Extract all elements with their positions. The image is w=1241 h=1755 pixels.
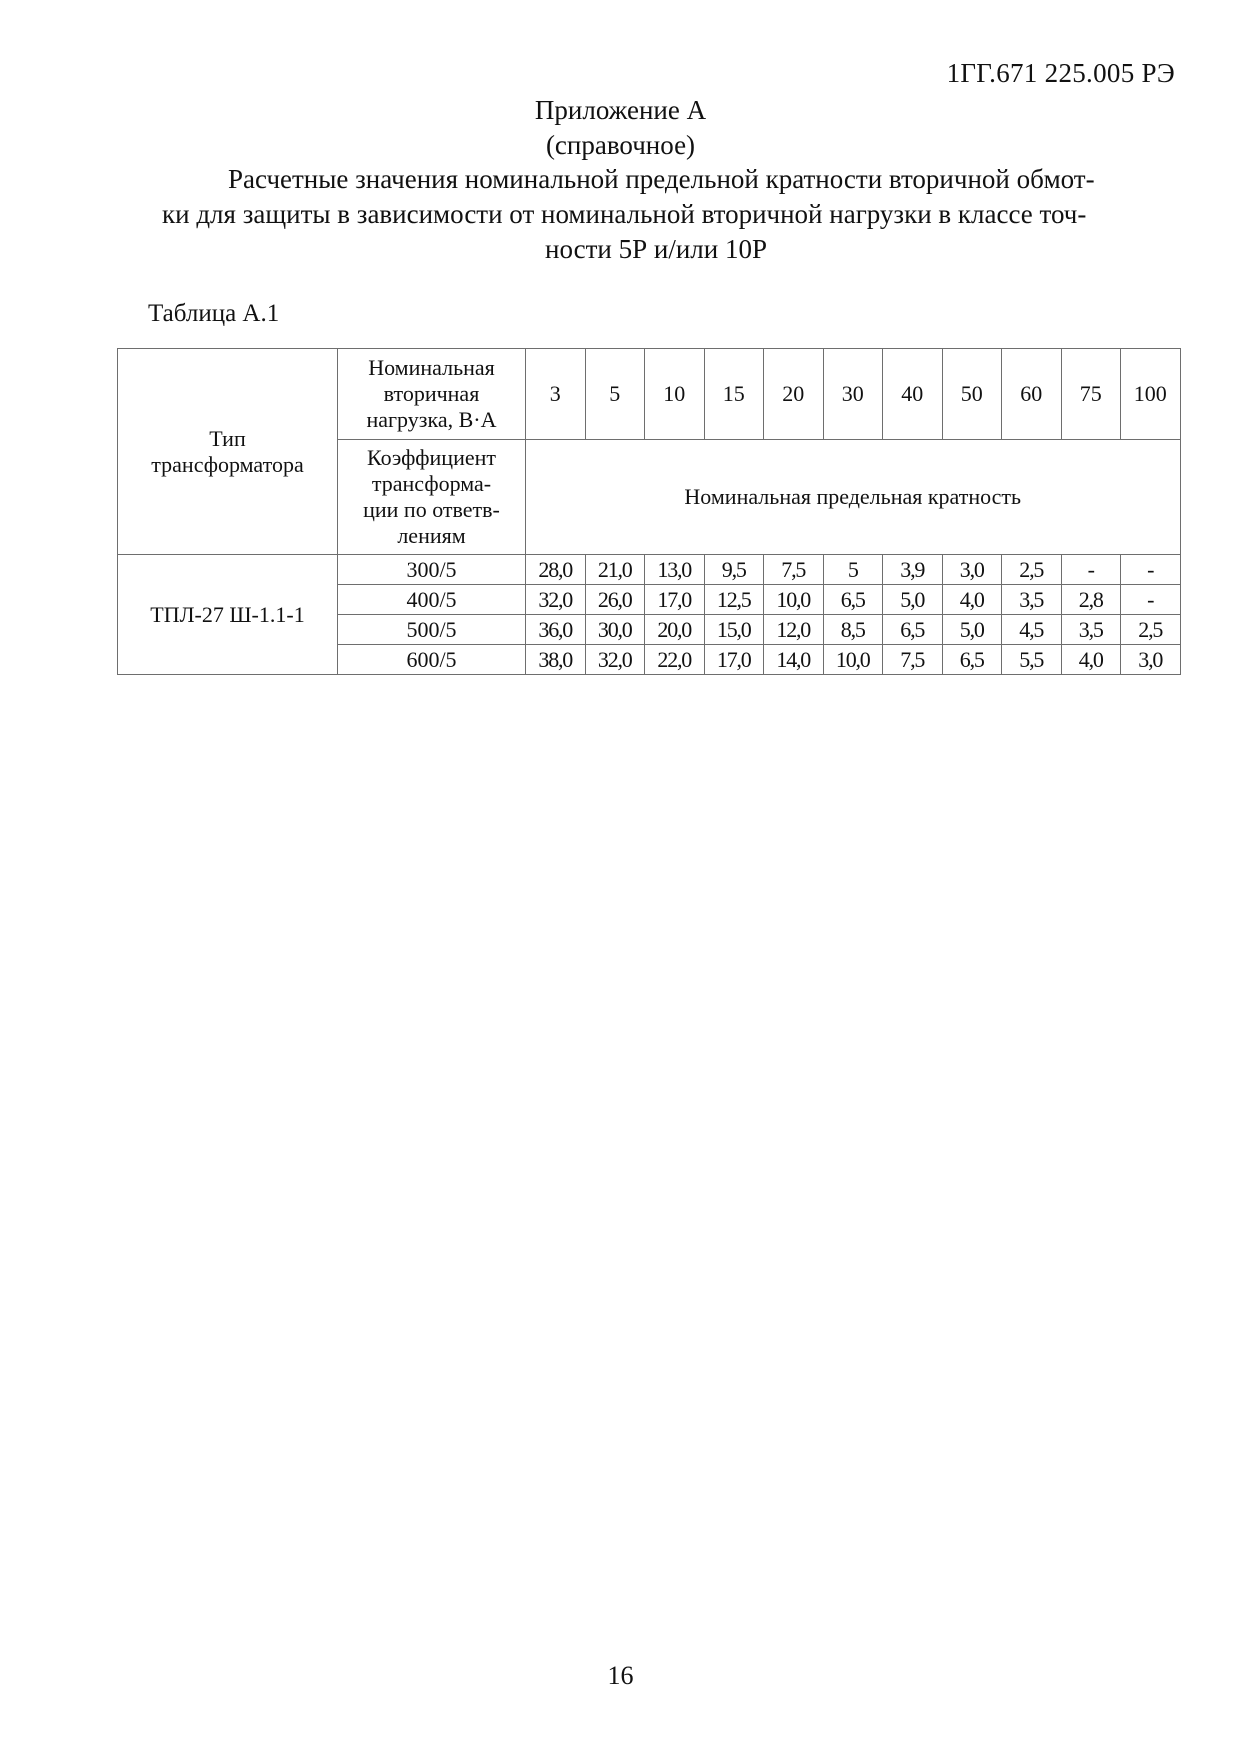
table-caption: Таблица А.1 (148, 300, 280, 327)
load-header-cell: 3 (526, 349, 586, 440)
limit-factor-header: Номинальная предельная кратность (526, 440, 1181, 555)
ratio-cell: 500/5 (338, 615, 526, 645)
limit-factor-cell: 17,0 (645, 585, 705, 615)
limit-factor-cell: 6,5 (942, 645, 1002, 675)
description-line: ности 5Р и/или 10Р (545, 234, 767, 264)
load-header-cell: 15 (704, 349, 764, 440)
limit-factor-cell: - (1121, 555, 1181, 585)
limit-factor-cell: 6,5 (883, 615, 943, 645)
load-header-cell: 30 (823, 349, 883, 440)
limit-factor-cell: 32,0 (526, 585, 586, 615)
limit-factor-cell: 3,9 (883, 555, 943, 585)
limit-factor-cell: 14,0 (764, 645, 824, 675)
load-header-cell: 40 (883, 349, 943, 440)
limit-factor-cell: 3,5 (1002, 585, 1062, 615)
limit-factor-cell: 32,0 (585, 645, 645, 675)
limit-factor-cell: 2,5 (1121, 615, 1181, 645)
transformer-type-header: Тип трансформатора (118, 349, 338, 555)
secondary-load-header: Номинальная вторичная нагрузка, В·А (338, 349, 526, 440)
appendix-description (150, 162, 1162, 267)
description-line: ки для защиты в зависимости от номинальной вторичной нагрузки в классе точ- (162, 199, 1087, 229)
limit-factor-cell: 12,5 (704, 585, 764, 615)
transformation-ratio-header: Коэффициент трансформа- ции по ответв- лениям (338, 440, 526, 555)
limit-factor-cell: 12,0 (764, 615, 824, 645)
ratio-cell: 600/5 (338, 645, 526, 675)
appendix-kind: (справочное) (545, 130, 696, 160)
limit-factor-cell: 3,0 (1121, 645, 1181, 675)
accuracy-limit-factor-table (117, 348, 1181, 675)
limit-factor-cell: 28,0 (526, 555, 586, 585)
limit-factor-cell: 26,0 (585, 585, 645, 615)
limit-factor-cell: 9,5 (704, 555, 764, 585)
load-header-cell: 50 (942, 349, 1002, 440)
limit-factor-cell: 5,0 (942, 615, 1002, 645)
limit-factor-cell: 4,0 (942, 585, 1002, 615)
limit-factor-cell: 5,5 (1002, 645, 1062, 675)
ratio-cell: 300/5 (338, 555, 526, 585)
limit-factor-cell: 10,0 (764, 585, 824, 615)
limit-factor-cell: 7,5 (764, 555, 824, 585)
table-row (118, 555, 1181, 585)
limit-factor-cell: 30,0 (585, 615, 645, 645)
limit-factor-cell: 20,0 (645, 615, 705, 645)
limit-factor-cell: 5,0 (883, 585, 943, 615)
limit-factor-cell: - (1061, 555, 1121, 585)
limit-factor-cell: 21,0 (585, 555, 645, 585)
header-row-loads (118, 349, 1181, 440)
limit-factor-cell: 36,0 (526, 615, 586, 645)
limit-factor-cell: 2,8 (1061, 585, 1121, 615)
limit-factor-cell: 2,5 (1002, 555, 1062, 585)
ratio-cell: 400/5 (338, 585, 526, 615)
limit-factor-cell: 6,5 (823, 585, 883, 615)
limit-factor-cell: 7,5 (883, 645, 943, 675)
limit-factor-cell: 5 (823, 555, 883, 585)
limit-factor-cell: 3,0 (942, 555, 1002, 585)
limit-factor-cell: 10,0 (823, 645, 883, 675)
description-line: Расчетные значения номинальной предельной кратности вторичной обмот- (228, 164, 1095, 194)
appendix-title: Приложение А (534, 95, 707, 125)
limit-factor-cell: 17,0 (704, 645, 764, 675)
transformer-type-cell: ТПЛ-27 Ш-1.1-1 (118, 555, 338, 675)
limit-factor-cell: 22,0 (645, 645, 705, 675)
limit-factor-cell: 4,0 (1061, 645, 1121, 675)
page-number: 16 (607, 1661, 634, 1690)
limit-factor-cell: 38,0 (526, 645, 586, 675)
load-header-cell: 5 (585, 349, 645, 440)
load-header-cell: 75 (1061, 349, 1121, 440)
load-header-cell: 60 (1002, 349, 1062, 440)
limit-factor-cell: - (1121, 585, 1181, 615)
load-header-cell: 100 (1121, 349, 1181, 440)
limit-factor-cell: 3,5 (1061, 615, 1121, 645)
document-code: 1ГГ.671 225.005 РЭ (946, 58, 1175, 88)
load-header-cell: 10 (645, 349, 705, 440)
limit-factor-cell: 13,0 (645, 555, 705, 585)
load-header-cell: 20 (764, 349, 824, 440)
limit-factor-cell: 4,5 (1002, 615, 1062, 645)
limit-factor-cell: 15,0 (704, 615, 764, 645)
limit-factor-cell: 8,5 (823, 615, 883, 645)
